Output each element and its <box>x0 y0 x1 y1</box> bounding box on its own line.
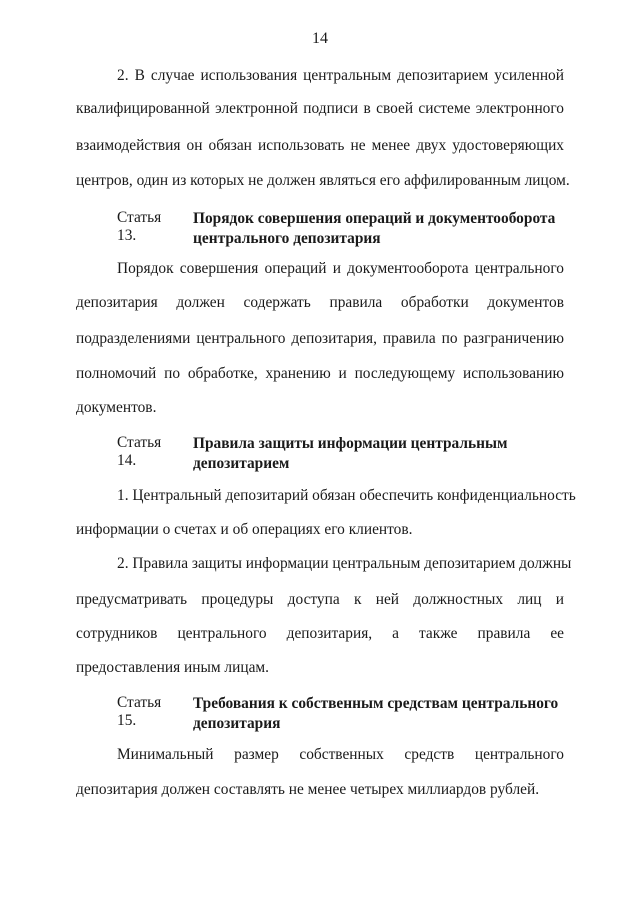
paragraph-line: полномочий по обработке, хранению и последующему использованию <box>76 365 564 382</box>
paragraph-line: 2. В случае использования центральным депозитарием усиленной <box>117 67 564 84</box>
article-number: Статья 13. <box>117 209 162 244</box>
paragraph-line: центров, один из которых не должен являться его аффилированным лицом. <box>76 172 570 189</box>
paragraph-line: Порядок совершения операций и документооборота центрального <box>117 260 564 277</box>
article-title-line: Правила защиты информации центральным <box>193 435 508 452</box>
paragraph-line: квалифицированной электронной подписи в своей системе электронного <box>76 100 564 117</box>
paragraph-line: подразделениями центрального депозитария, правила по разграничению <box>76 330 564 347</box>
paragraph-line: документов. <box>76 399 157 416</box>
paragraph-line: депозитария должен составлять не менее четырех миллиардов рублей. <box>76 781 540 798</box>
paragraph-line: предоставления иным лицам. <box>76 659 269 676</box>
article-title-line: депозитария <box>193 715 281 732</box>
paragraph-line: информации о счетах и об операциях его клиентов. <box>76 521 413 538</box>
paragraph-line: предусматривать процедуры доступа к ней должностных лиц и <box>76 591 564 608</box>
article-title-line: депозитарием <box>193 455 290 472</box>
article-title-line: центрального депозитария <box>193 230 381 247</box>
paragraph-line: Минимальный размер собственных средств центрального <box>117 746 564 763</box>
paragraph-line: 2. Правила защиты информации центральным депозитарием должны <box>117 555 572 572</box>
page-number: 14 <box>312 30 328 47</box>
paragraph-line: 1. Центральный депозитарий обязан обеспечить конфиденциальность <box>117 487 576 504</box>
article-number: Статья 14. <box>117 434 162 469</box>
article-number: Статья 15. <box>117 694 162 729</box>
article-title <box>193 434 573 474</box>
article-title-line: Порядок совершения операций и документооборота <box>193 210 556 227</box>
article-title <box>193 694 573 734</box>
paragraph-line: сотрудников центрального депозитария, а также правила ее <box>76 625 564 642</box>
paragraph-line: взаимодействия он обязан использовать не менее двух удостоверяющих <box>76 137 564 154</box>
article-title <box>193 209 573 249</box>
article-title-line: Требования к собственным средствам центрального <box>193 695 559 712</box>
paragraph-line: депозитария должен содержать правила обработки документов <box>76 294 564 311</box>
